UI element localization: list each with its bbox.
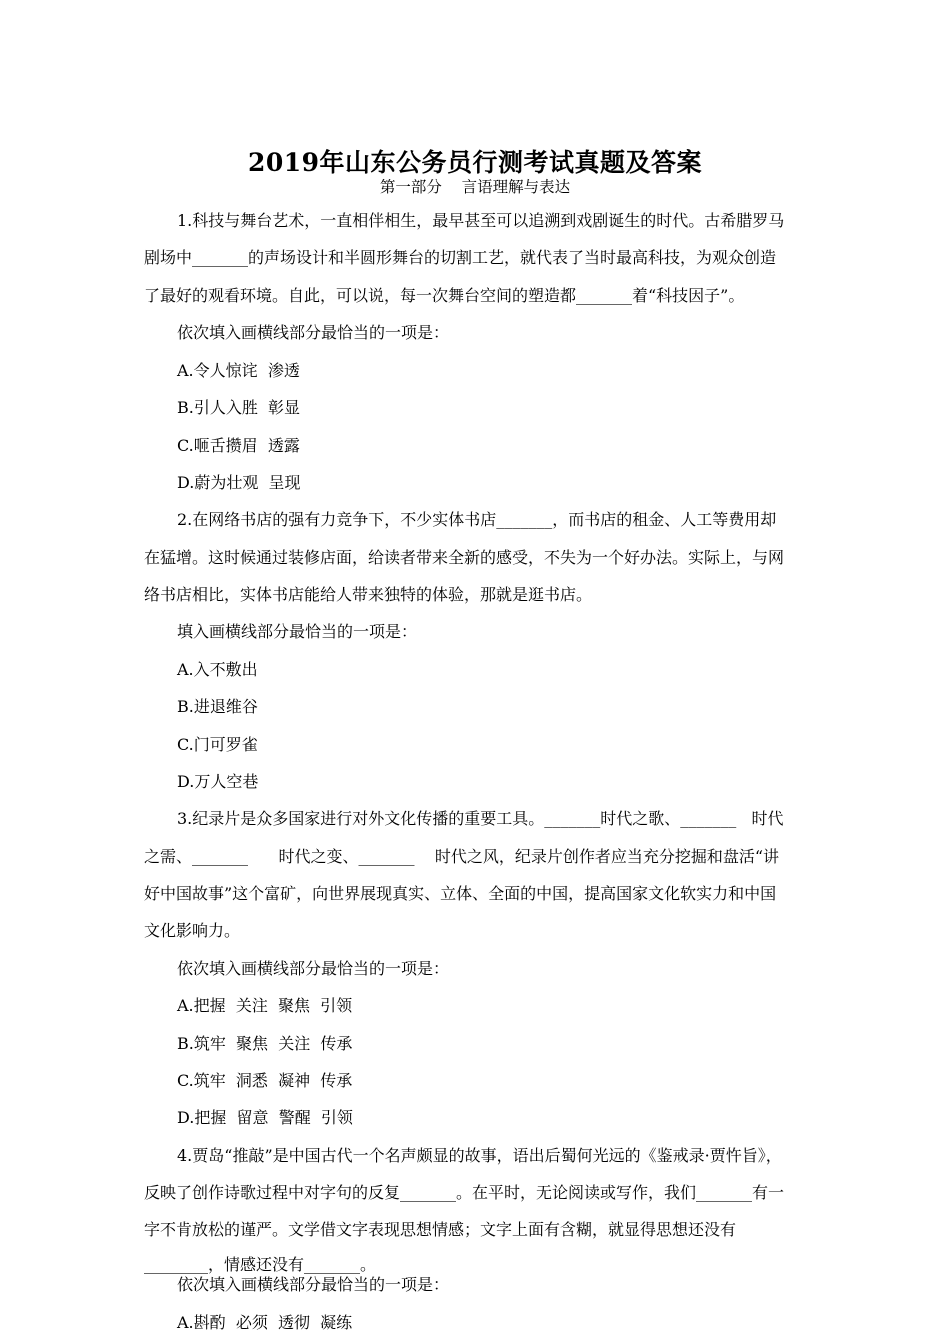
q4-stem-line-2: 反映了创作诗歌过程中对字句的反复_______。在平时，无论阅读或写作，我们_______有一 (144, 1183, 785, 1202)
q1-option-c: C.咂舌攒眉 透露 (177, 436, 300, 455)
q1-option-a: A.令人惊诧 渗透 (177, 361, 300, 380)
q3-prompt: 依次填入画横线部分最恰当的一项是： (177, 959, 450, 978)
q3-option-d: D.把握 留意 警醒 引领 (177, 1108, 353, 1127)
q4-stem-line-4: ________，情感还没有_______。 (144, 1255, 377, 1274)
q4-option-a: A.斟酌 必须 透彻 凝练 (177, 1313, 353, 1332)
document-title: 2019年山东公务员行测考试真题及答案 (247, 148, 703, 177)
q3-option-c: C.筑牢 洞悉 凝神 传承 (177, 1071, 353, 1090)
q2-stem-line-2: 在猛增。这时候通过装修店面，给读者带来全新的感受，不失为一个好办法。实际上，与网 (144, 548, 785, 567)
q2-stem-line-3: 络书店相比，实体书店能给人带来独特的体验，那就是逛书店。 (144, 585, 593, 604)
q4-prompt: 依次填入画横线部分最恰当的一项是： (177, 1275, 450, 1294)
q2-option-c: C.门可罗雀 (177, 735, 258, 754)
q3-stem-line-1: 3.纪录片是众多国家进行对外文化传播的重要工具。_______时代之歌、_______ 时代 (177, 809, 784, 828)
q2-stem-line-1: 2.在网络书店的强有力竞争下，不少实体书店_______，而书店的租金、人工等费用却 (177, 510, 777, 529)
q2-option-d: D.万人空巷 (177, 772, 259, 791)
q3-stem-line-2: 之需、_______ 时代之变、_______ 时代之风，纪录片创作者应当充分挖掘和盘活“讲 (144, 847, 780, 866)
q1-stem-line-3: 了最好的观看环境。自此，可以说，每一次舞台空间的塑造都_______着“科技因子”。 (144, 286, 745, 305)
section-heading: 第一部分 言语理解与表达 (379, 178, 571, 196)
q2-prompt: 填入画横线部分最恰当的一项是： (177, 622, 418, 641)
q3-option-b: B.筑牢 聚焦 关注 传承 (177, 1034, 353, 1053)
q1-stem-line-1: 1.科技与舞台艺术，一直相伴相生，最早甚至可以追溯到戏剧诞生的时代。古希腊罗马 (177, 211, 785, 230)
q3-option-a: A.把握 关注 聚焦 引领 (177, 996, 353, 1015)
q4-stem-line-1: 4.贾岛“推敲”是中国古代一个名声颇显的故事，语出后蜀何光远的《鉴戒录·贾忤旨》， (177, 1146, 782, 1165)
q3-stem-line-4: 文化影响力。 (144, 921, 241, 940)
q1-stem-line-2: 剧场中_______的声场设计和半圆形舞台的切割工艺，就代表了当时最高科技，为观众创造 (144, 248, 777, 267)
q3-stem-line-3: 好中国故事”这个富矿，向世界展现真实、立体、全面的中国，提高国家文化软实力和中国 (144, 884, 777, 903)
q1-option-d: D.蔚为壮观 呈现 (177, 473, 301, 492)
q4-stem-line-3: 字不肯放松的谨严。文学借文字表现思想情感；文字上面有含糊，就显得思想还没有 (144, 1220, 737, 1239)
q2-option-a: A.入不敷出 (177, 660, 258, 679)
q1-option-b: B.引人入胜 彰显 (177, 398, 301, 417)
q1-prompt: 依次填入画横线部分最恰当的一项是： (177, 323, 450, 342)
q2-option-b: B.进退维谷 (177, 697, 258, 716)
